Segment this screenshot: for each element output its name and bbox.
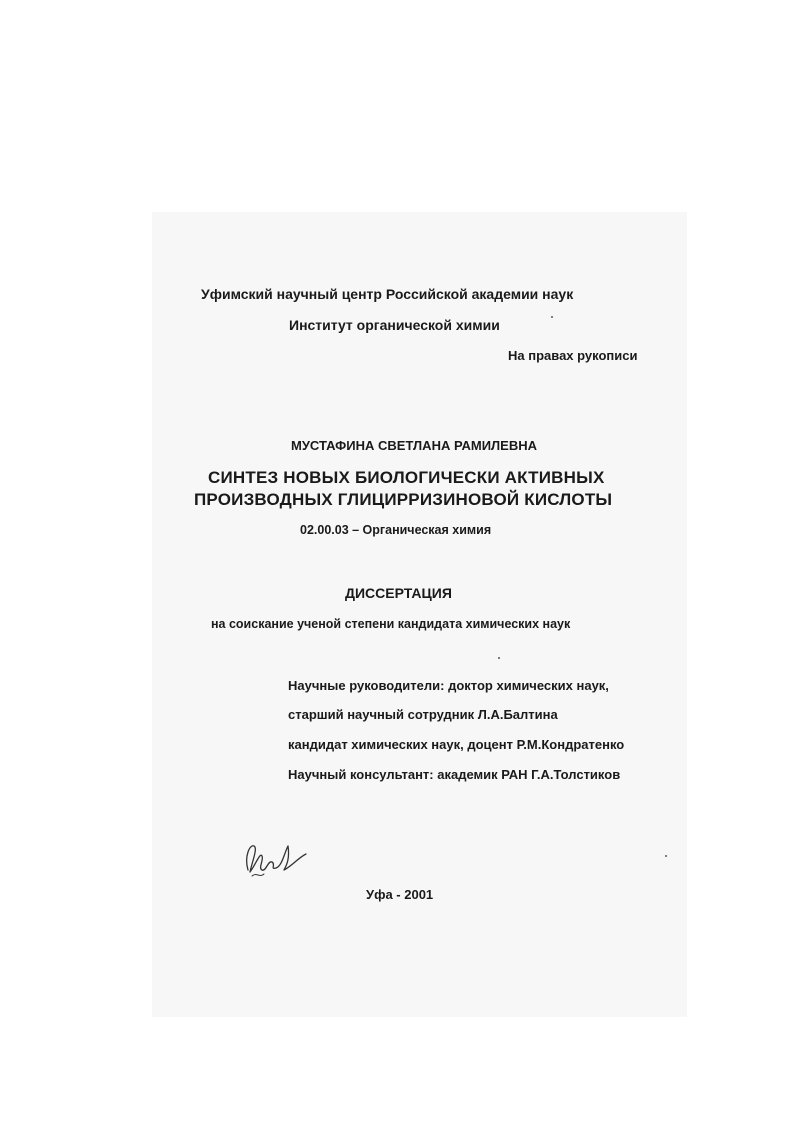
advisors-line-2: старший научный сотрудник Л.А.Балтина <box>288 707 558 722</box>
degree-statement: на соискание ученой степени кандидата химических наук <box>211 617 571 631</box>
scan-speck <box>665 855 667 857</box>
scan-speck <box>551 316 553 318</box>
specialty-code: 02.00.03 – Органическая химия <box>300 523 492 537</box>
thesis-title-line-2: ПРОИЗВОДНЫХ ГЛИЦИРРИЗИНОВОЙ КИСЛОТЫ <box>194 490 613 509</box>
advisors-line-1: Научные руководители: доктор химических наук, <box>288 678 609 693</box>
author-name: МУСТАФИНА СВЕТЛАНА РАМИЛЕВНА <box>291 438 538 453</box>
advisors-line-3: кандидат химических наук, доцент Р.М.Кондратенко <box>288 737 625 752</box>
institute-name: Институт органической химии <box>289 317 500 333</box>
thesis-title-line-1: СИНТЕЗ НОВЫХ БИОЛОГИЧЕСКИ АКТИВНЫХ <box>208 468 605 487</box>
document-type: ДИССЕРТАЦИЯ <box>345 585 452 601</box>
handwritten-signature-icon <box>240 826 310 882</box>
organization-name: Уфимский научный центр Российской академии наук <box>201 286 574 302</box>
city-and-year: Уфа - 2001 <box>366 887 434 902</box>
scan-speck <box>498 657 500 659</box>
consultant-line: Научный консультант: академик РАН Г.А.Толстиков <box>288 767 621 782</box>
rights-note: На правах рукописи <box>508 348 638 363</box>
